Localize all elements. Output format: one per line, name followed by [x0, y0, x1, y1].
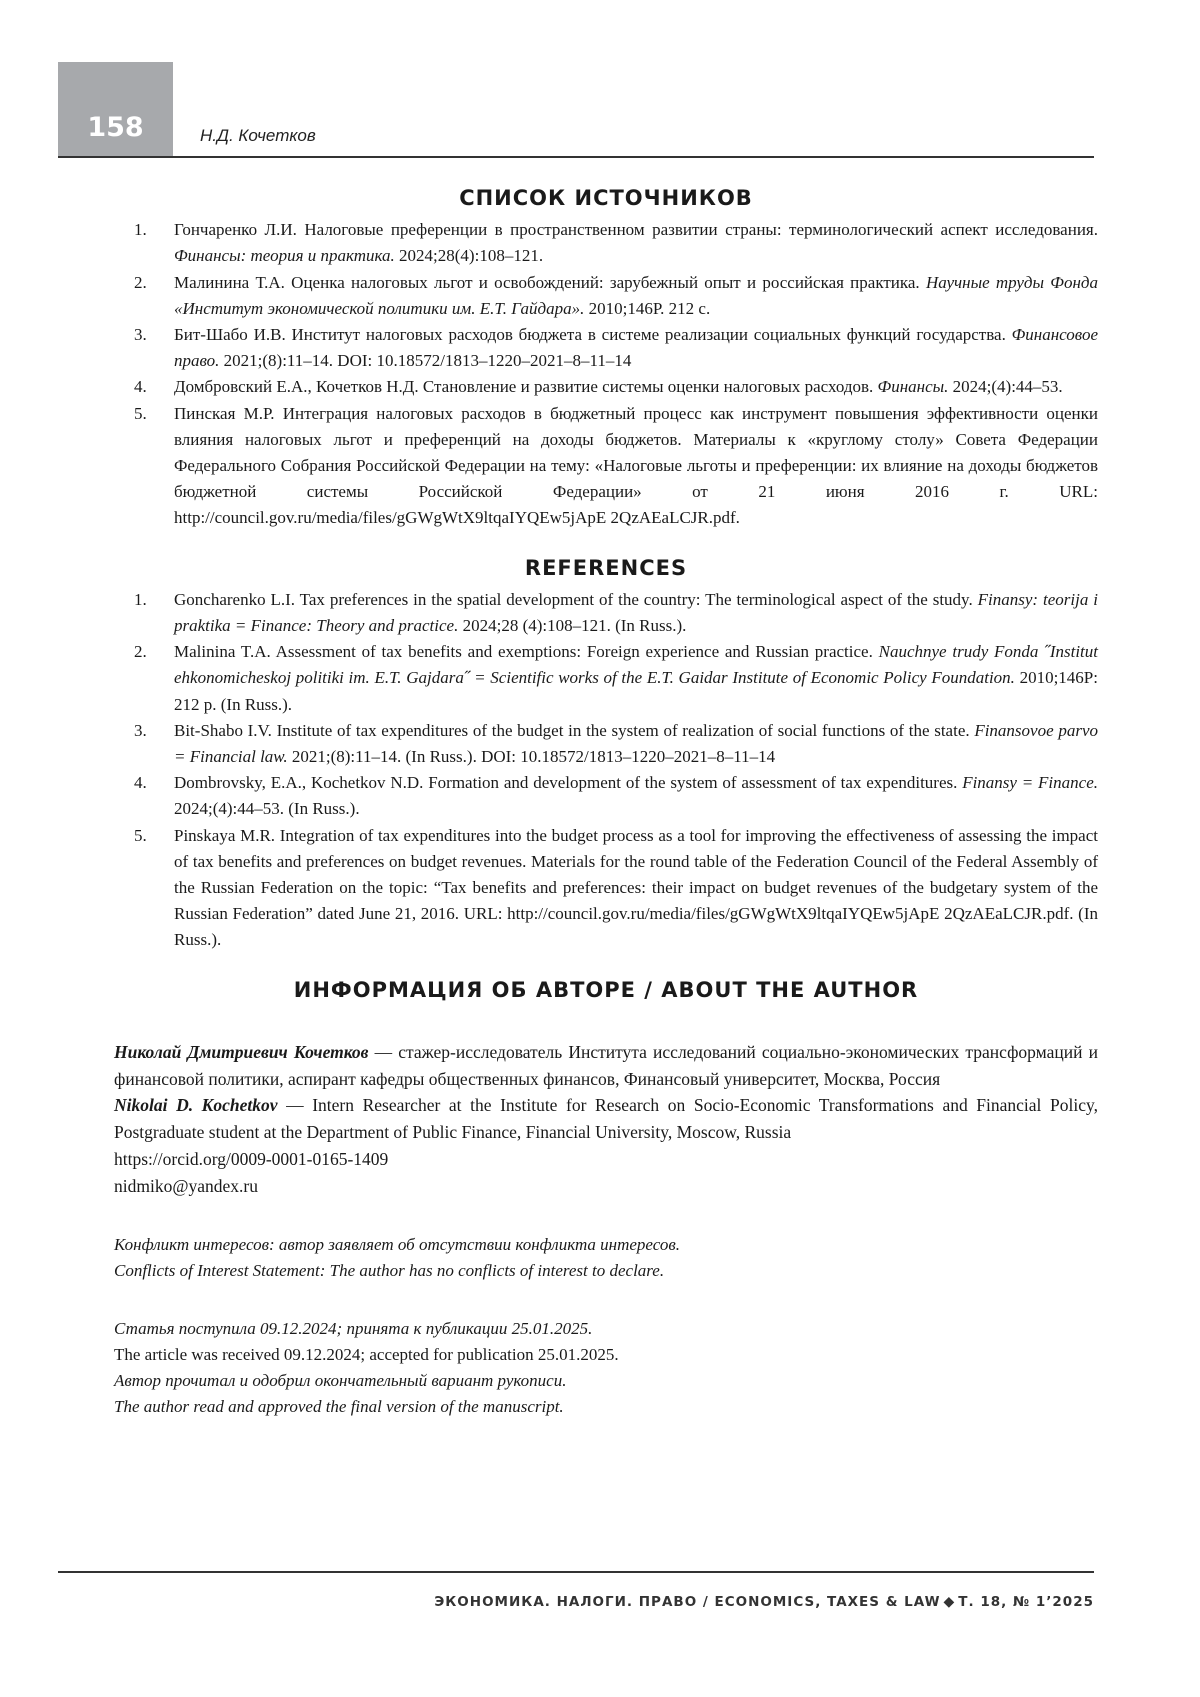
conflict-statement	[114, 1232, 1098, 1284]
reference-number: 3.	[134, 720, 147, 740]
author-description-en: — Intern Researcher at the Institute for Research on Socio-Economic Transformations and Financial Policy, Postgraduate student at the Department of Public Finance, Financial University, Moscow, Russia	[114, 1095, 1098, 1143]
source-tail: 2010;146Р. 212 с.	[584, 298, 711, 318]
source-journal: Финансы.	[877, 377, 949, 397]
reference-text: Bit-Shabo I.V. Institute of tax expenditures of the budget in the system of realization of social functions of the state.	[174, 720, 975, 740]
reference-text: Pinskaya M.R. Integration of tax expenditures into the budget process as a tool for improving the effectiveness of assessing the impact of tax benefits and preferences on budget revenues. Materials for the round table of the Federation Council of the Federal Assembly of the Russian Federation on the topic: “Tax benefits and preferences: their impact on budget revenues of the budgetary system of the Russian Federation” dated June 21, 2016. URL: http://council.gov.ru/media/files/gGWgWtX9ltqaIYQEw5jApE 2QzAEaLCJR.pdf. (In Russ.).	[174, 825, 1098, 950]
page-content	[114, 186, 1098, 1420]
reference-item	[114, 823, 1098, 954]
source-item	[114, 322, 1098, 374]
source-tail: 2024;(4):44–53.	[948, 377, 1063, 397]
author-name-ru: Николай Дмитриевич Кочетков	[114, 1041, 369, 1062]
source-journal: Финансы: теория и практика.	[174, 246, 395, 266]
journal-issue: Т. 18, № 1’2025	[958, 1594, 1094, 1610]
reference-number: 2.	[134, 642, 147, 662]
source-text: Пинская М.Р. Интеграция налоговых расходов в бюджетный процесс как инструмент повышения эффективности оценки влияния налоговых льгот и преференций на доходы бюджетов. Материалы к «круглому столу» Совета Федерации Федерального Собрания Российской Федерации на тему: «Налоговые льготы и преференции: их влияние на доходы бюджетов бюджетной системы Российской Федерации» от 21 июня 2016 г. URL: http://council.gov.ru/media/files/gGWgWtX9ltqaIYQEw5jApE 2QzAEaLCJR.pdf.	[174, 403, 1098, 528]
source-text: Бит-Шабо И.В. Институт налоговых расходов бюджета в системе реализации социальных функций государства.	[174, 325, 1012, 344]
author-email[interactable]: nidmiko@yandex.ru	[114, 1175, 258, 1196]
source-text: Гончаренко Л.И. Налоговые преференции в пространственном развитии страны: терминологический аспект исследования.	[174, 220, 1098, 240]
sources-title: СПИСОК ИСТОЧНИКОВ	[459, 186, 753, 210]
article-dates	[114, 1316, 1098, 1420]
author-info	[114, 1039, 1098, 1200]
author-bio-en	[114, 1092, 1098, 1146]
approved-en: The author read and approved the final version of the manuscript.	[114, 1396, 564, 1416]
author-name-en: Nikolai D. Kochetkov	[114, 1095, 278, 1116]
reference-text: Dombrovsky, E.A., Kochetkov N.D. Formation and development of the system of assessment of tax expenditures.	[174, 773, 963, 793]
received-en: The article was received 09.12.2024; accepted for publication 25.01.2025.	[114, 1344, 619, 1364]
author-bio-ru	[114, 1039, 1098, 1093]
reference-item	[114, 718, 1098, 770]
source-journal: Финансовое право.	[174, 325, 1098, 371]
page-number: 158	[87, 112, 144, 143]
source-number: 1.	[134, 220, 147, 240]
running-author: Н.Д. Кочетков	[200, 126, 316, 145]
reference-number: 5.	[134, 825, 147, 845]
source-item	[114, 217, 1098, 269]
reference-number: 4.	[134, 773, 147, 793]
approved-ru: Автор прочитал и одобрил окончательный вариант рукописи.	[114, 1370, 567, 1390]
source-text: Малинина Т.А. Оценка налоговых льгот и освобождений: зарубежный опыт и российская практика.	[174, 272, 926, 292]
reference-tail: 2010;146P: 212 p. (In Russ.).	[174, 668, 1098, 714]
reference-journal: Finansovoe parvo = Financial law.	[174, 720, 1098, 767]
references-title: REFERENCES	[524, 555, 688, 580]
reference-text: Goncharenko L.I. Tax preferences in the spatial development of the country: The terminological aspect of the study.	[174, 589, 978, 609]
reference-journal: Finansy = Finance.	[962, 773, 1098, 793]
author-description-ru: — стажер-исследователь Института исследований социально-экономических трансформаций и финансовой политики, аспирант кафедры общественных финансов, Финансовый университет, Москва, Россия	[114, 1041, 1098, 1089]
author-orcid[interactable]: https://orcid.org/0009-0001-0165-1409	[114, 1149, 389, 1170]
reference-number: 1.	[134, 589, 147, 609]
source-number: 4.	[134, 377, 147, 397]
source-number: 5.	[134, 403, 147, 423]
conflict-ru: Конфликт интересов: автор заявляет об отсутствии конфликта интересов.	[114, 1234, 681, 1254]
reference-tail: 2024;(4):44–53. (In Russ.).	[174, 799, 360, 819]
reference-journal: Nauchnye trudy Fonda ˝Institut ehkonomicheskoj politiki im. E.T. Gajdara˝ = Scientific works of the E.T. Gaidar Institute of Economic Policy Foundation.	[174, 642, 1098, 688]
source-text: Домбровский Е.А., Кочетков Н.Д. Становление и развитие системы оценки налоговых расходов.	[174, 377, 878, 397]
diamond-icon: ◆	[943, 1594, 956, 1610]
reference-tail: 2024;28 (4):108–121. (In Russ.).	[458, 616, 687, 636]
source-journal: Научные труды Фонда «Институт экономической политики им. Е.Т. Гайдара».	[174, 272, 1098, 318]
sources-list	[114, 217, 1098, 531]
reference-tail: 2021;(8):11–14. (In Russ.). DOI: 10.18572/1813–1220–2021–8–11–14	[287, 747, 776, 767]
source-item	[114, 401, 1098, 532]
reference-item	[114, 587, 1098, 639]
author-section-title: ИНФОРМАЦИЯ ОБ АВТОРЕ / ABOUT THE AUTHOR	[293, 977, 919, 1002]
source-number: 2.	[134, 272, 147, 292]
reference-item	[114, 770, 1098, 822]
source-tail: 2021;(8):11–14. DOI: 10.18572/1813–1220–2021–8–11–14	[219, 351, 632, 371]
source-item	[114, 270, 1098, 322]
journal-footer	[434, 1594, 1094, 1610]
source-item	[114, 374, 1098, 400]
received-ru: Статья поступила 09.12.2024; принята к публикации 25.01.2025.	[114, 1318, 593, 1338]
reference-journal: Finansy: teorija i praktika = Finance: Theory and practice.	[174, 589, 1098, 636]
journal-title: ЭКОНОМИКА. НАЛОГИ. ПРАВО / ECONOMICS, TAXES & LAW	[434, 1594, 941, 1610]
footer-rule	[58, 1571, 1094, 1573]
conflict-en: Conflicts of Interest Statement: The author has no conflicts of interest to declare.	[114, 1260, 665, 1280]
source-tail: 2024;28(4):108–121.	[394, 246, 544, 266]
header-rule	[58, 156, 1094, 158]
references-list	[114, 587, 1098, 954]
reference-text: Malinina T.A. Assessment of tax benefits and exemptions: Foreign experience and Russian practice.	[174, 642, 879, 662]
reference-item	[114, 639, 1098, 718]
source-number: 3.	[134, 325, 147, 344]
